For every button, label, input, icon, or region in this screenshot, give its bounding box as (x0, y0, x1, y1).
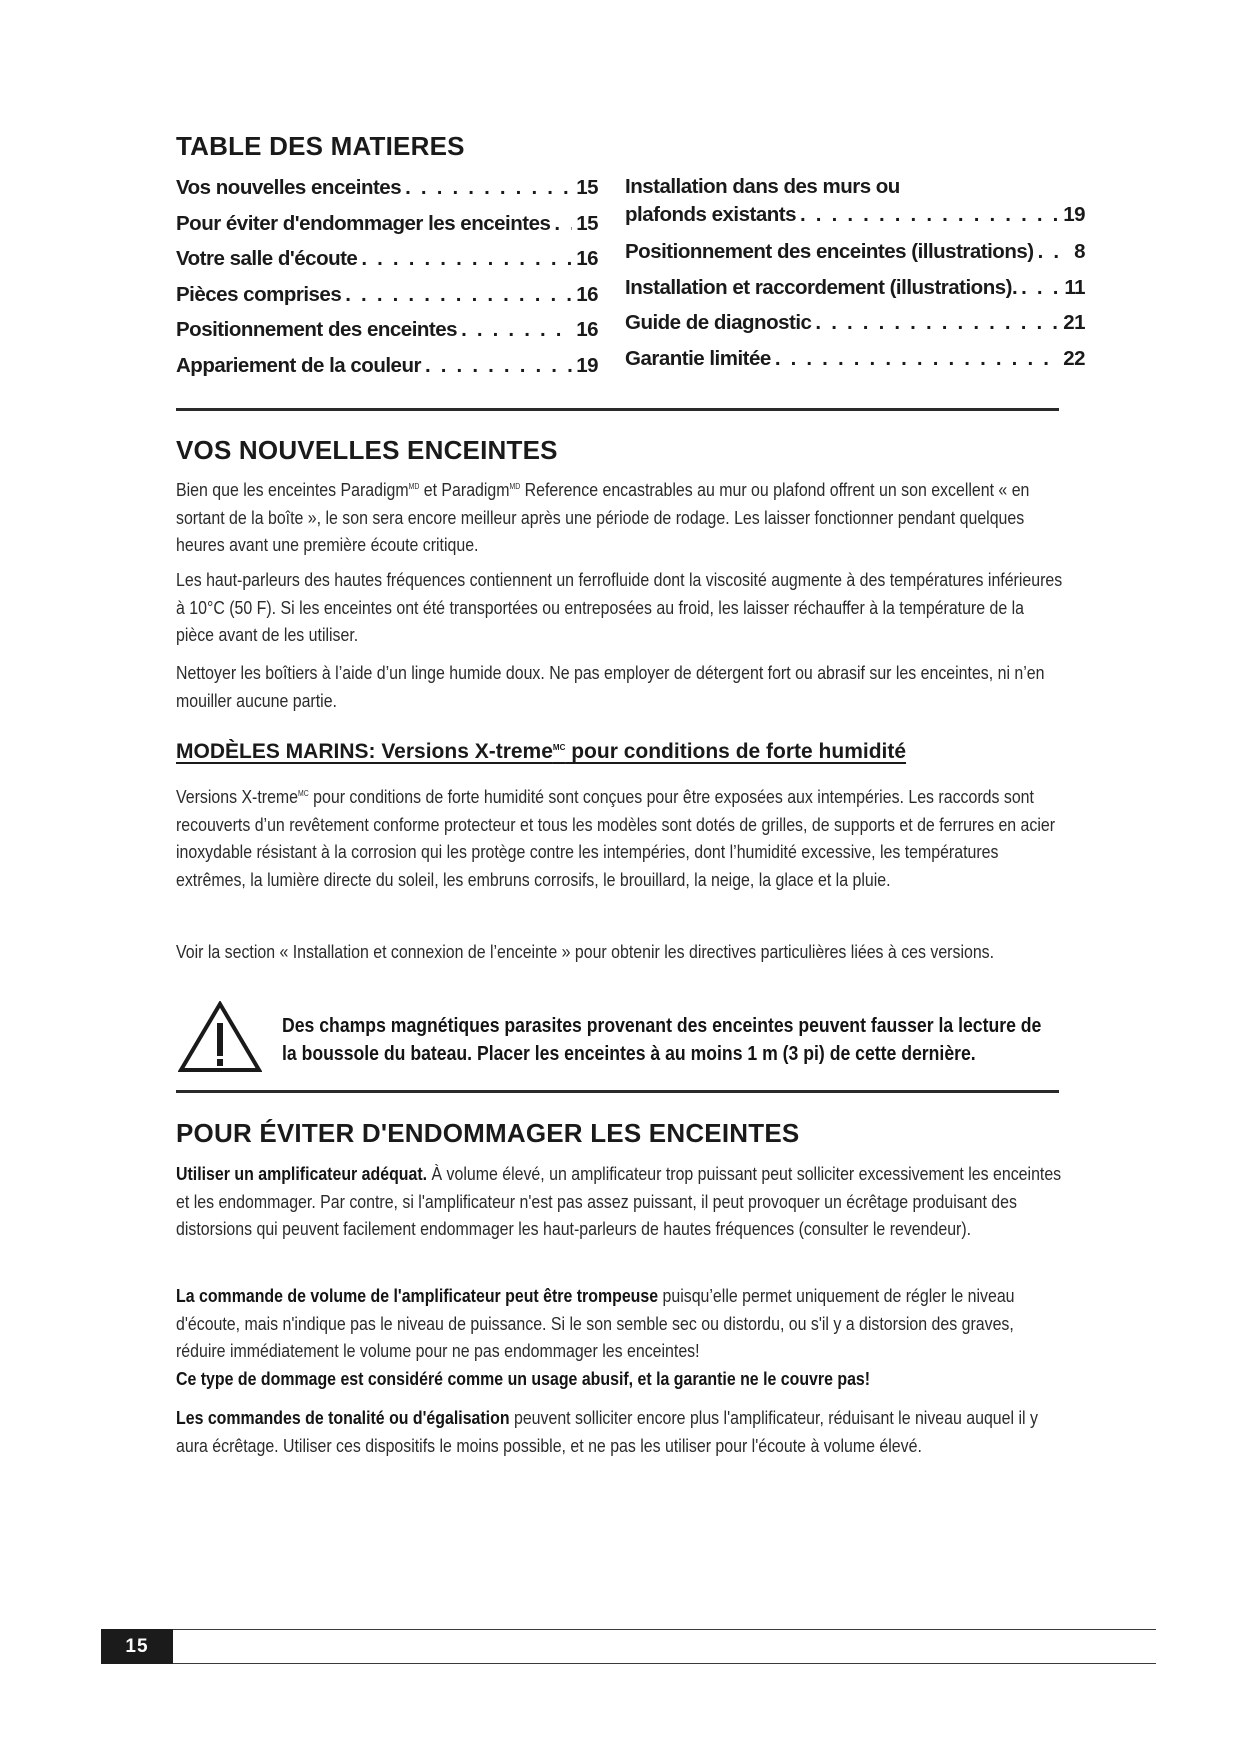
toc-entry[interactable]: Pièces comprises . . . 16 (176, 277, 598, 313)
toc-entry[interactable]: Votre salle d'écoute . . . 16 (176, 241, 598, 277)
toc-entry[interactable]: Positionnement des enceintes (illustrations) . . . 8 (625, 234, 1085, 270)
marine-models-subheading: MODÈLES MARINS: Versions X-treme$^{MC}$ pour conditions de forte humidité (176, 740, 907, 763)
section-title-avoid-damage: POUR ÉVITER D'ENDOMMAGER LES ENCEINTES (176, 1118, 800, 1148)
toc-entry[interactable]: Positionnement des enceintes . . . 16 (176, 312, 598, 348)
toc-entry[interactable]: Vos nouvelles enceintes . . . 15 (176, 170, 598, 206)
toc-right-column (625, 170, 1085, 376)
paragraph: Bien que les enceintes Paradigm$^{MD}$ et Paradigm$^{MD}$ Reference encastrables au mur ou plafond offrent un son excellent « en sortant de la boîte », le son sera encore meilleur après une période de rodage. Les laisser fonctionner pendant quelques heures avant une première écoute critique. (176, 479, 1030, 556)
section-title-new-speakers: VOS NOUVELLES ENCEINTES (176, 435, 558, 465)
paragraph: La commande de volume de l'amplificateur peut être trompeuse puisqu’elle permet uniquement de régler le niveau d'écoute, mais n'indique pas le niveau de puissance. Si le son semble sec ou distordu, ou s'il y a distorsion des graves, réduire immédiatement le volume pour ne pas endommager les enceintes! Ce type de dommage est considéré comme un usage abusif, et la garantie ne le couvre pas! (176, 1285, 1015, 1389)
warning-triangle-icon (178, 1001, 262, 1073)
paragraph: Utiliser un amplificateur adéquat. À volume élevé, un amplificateur trop puissant peut solliciter excessivement les enceintes et les endommager. Par contre, si l'amplificateur n'est pas assez puissant, il peut provoquer un écrêtage produisant des distorsions qui peuvent facilement endommager les haut-parleurs de hautes fréquences (consulter le revendeur). (176, 1163, 1062, 1239)
paragraph: Les haut-parleurs des hautes fréquences contiennent un ferrofluide dont la viscosité augmente à des températures inférieures à 10°C (50 F). Si les enceintes ont été transportées ou entreposées au froid, les laisser réchauffer à la température de la pièce avant de les utiliser. (176, 569, 1063, 645)
toc-entry[interactable]: Installation dans des murs ou plafonds existants . . . 19 (625, 173, 1085, 229)
paragraph: Versions X-treme$^{MC}$ pour conditions de forte humidité sont conçues pour être exposées aux intempéries. Les raccords sont recouverts d’un revêtement conforme protecteur et tous les modèles sont dotés de grilles, de supports et de ferrures en acier inoxydable résistant à la corrosion qui les protège contre les intempéries, dont l’humidité excessive, les températures extrêmes, la lumière directe du soleil, les embruns corrosifs, le brouillard, la neige, la glace et la pluie. (176, 786, 1056, 890)
section-divider (176, 1090, 1059, 1093)
paragraph: Voir la section « Installation et connexion de l’enceinte » pour obtenir les directives particulières liées à ces versions. (176, 941, 995, 962)
toc-entry[interactable]: Pour éviter d'endommager les enceintes . . . 15 (176, 206, 598, 242)
page-number: 15 (101, 1629, 173, 1664)
toc-entry[interactable]: Garantie limitée . . . 22 (625, 341, 1085, 377)
footer-rule-top (173, 1629, 1156, 1630)
toc-entry[interactable]: Guide de diagnostic . . . 21 (625, 305, 1085, 341)
footer-rule-bottom (173, 1663, 1156, 1664)
toc-left-column (176, 170, 598, 383)
paragraph: Nettoyer les boîtiers à l’aide d’un linge humide doux. Ne pas employer de détergent fort ou abrasif sur les enceintes, ni n’en mouiller aucune partie. (176, 662, 1045, 711)
toc-title: TABLE DES MATIERES (176, 131, 465, 161)
paragraph: Les commandes de tonalité ou d'égalisation peuvent solliciter encore plus l'amplificateur, réduisant le niveau auquel il y aura écrêtage. Utiliser ces dispositifs le moins possible, et ne pas les utiliser pour l'écoute à volume élevé. (176, 1407, 1038, 1456)
toc-entry[interactable]: Installation et raccordement (illustrations). . . . 11 (625, 270, 1085, 306)
toc-entry[interactable]: Appariement de la couleur . . . 19 (176, 348, 598, 384)
section-divider (176, 408, 1059, 411)
warning-text: Des champs magnétiques parasites provenant des enceintes peuvent fausser la lecture de la boussole du bateau. Placer les enceintes à au moins 1 m (3 pi) de cette dernière. (282, 1014, 1042, 1065)
